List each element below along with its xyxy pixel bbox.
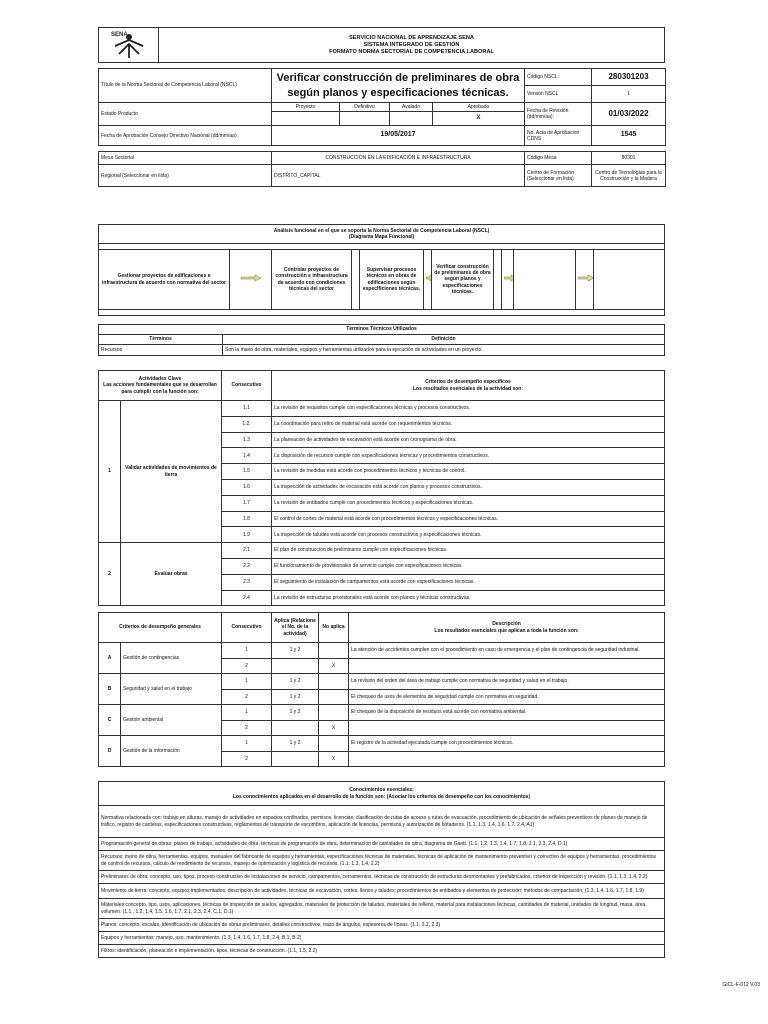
version-value: 1 <box>592 86 666 103</box>
estado-col-aprobado: Aprobado <box>433 103 525 112</box>
map-gap-2 <box>352 250 360 310</box>
knowledge-row <box>99 884 665 899</box>
activities-header <box>99 371 222 401</box>
activity-criterio: El funcionamiento de provisionales de servicio cumple con especificaciones técnicas. <box>272 558 665 574</box>
fecha-rev-value: 01/03/2022 <box>592 103 666 126</box>
activity-consecutivo: 1.1 <box>222 401 272 417</box>
fecha-apr-value: 19/05/2017 <box>272 126 525 146</box>
activity-criterio: La inspección de taludes está acorde con procesos constructivos y especificaciones técnicas. <box>272 527 665 543</box>
criteria-descripcion: El registro de la actividad ejecutada cumple con procedimientos técnicos. <box>349 736 665 752</box>
titulo-label: Título de la Norma Sectorial de Competencia Laboral (NSCL) <box>99 69 272 103</box>
criteria-consecutivo: 1 <box>222 736 272 752</box>
activity-criterio: La revisión de entibados cumple con procedimientos técnicos y especificaciones técnicas. <box>272 495 665 511</box>
sena-logo <box>99 28 159 63</box>
estado-avalado-cell <box>390 112 433 126</box>
criteria-letter: C <box>99 705 121 736</box>
activity-criterio: La disposición de recursos cumple con especificaciones técnicas y procedimientos constructivos. <box>272 448 665 464</box>
knowledge-item: Filtros: identificación, planeación e implementación, tipos, técnicas de construcción. (1.1, 1.5, 2.2) <box>99 945 665 958</box>
criteria-consecutivo: 1 <box>222 674 272 690</box>
activity-name: Evaluar obras <box>121 543 222 606</box>
sena-logo-icon <box>107 28 151 60</box>
criteria-descripcion: La atención de accidentes cumplen con el procedimiento en caso de emergencia y el plan de contingencia de seguridad industrial. <box>349 643 665 659</box>
estado-col-avalado: Avalado <box>390 103 433 112</box>
criteria-name: Gestión ambiental <box>121 705 222 736</box>
version-label: Versión NSCL <box>525 86 592 103</box>
header-titles <box>159 28 665 63</box>
knowledge-row <box>99 919 665 932</box>
criteria-descripcion: El chequeo de la disposición de residuos está acorde con normativa ambiental. <box>349 705 665 721</box>
svg-text:SENA: SENA <box>110 32 128 38</box>
terms-title: Términos Técnicos Utilizados <box>99 325 665 335</box>
estado-definitivo-cell <box>340 112 390 126</box>
map-arrow-1 <box>230 250 272 310</box>
fecha-rev-label: Fecha de Revisión (dd/mm/aa): <box>525 103 592 126</box>
regional-value: DISTRITO_CAPITAL <box>272 165 525 187</box>
centro-value: Centro de Tecnologías para la Construcción y la Madera <box>592 165 666 187</box>
activity-number: 1 <box>99 401 121 543</box>
activity-consecutivo: 1.5 <box>222 464 272 480</box>
activity-consecutivo: 1.2. <box>222 416 272 432</box>
term-recursos: Recursos <box>99 345 223 356</box>
codigo-value: 280301203 <box>592 69 666 86</box>
map-empty-box <box>514 250 576 310</box>
activity-consecutivo: 1.9 <box>222 527 272 543</box>
knowledge-row <box>99 871 665 884</box>
activity-consecutivo: 2.4 <box>222 590 272 606</box>
activity-consecutivo: 1.3 <box>222 432 272 448</box>
map-box-3: Supervisar procesos técnicos en obras de edificaciones según especificiones técnicas. <box>360 250 424 310</box>
cg-descripcion-title: Descripción <box>492 621 521 628</box>
activity-criterio: El seguimiento de instalación de campamentos está acorde con especificaciones técnicas. <box>272 574 665 590</box>
activities-header-title: Actividades Clave <box>138 376 182 383</box>
activity-row <box>99 401 665 417</box>
identification-table <box>98 68 666 187</box>
criteria-noaplica: X <box>319 658 349 674</box>
criteria-aplica <box>272 751 319 767</box>
criteria-descripcion <box>349 720 665 736</box>
criteria-consecutivo: 2 <box>222 689 272 705</box>
knowledge-subtitle: Los conocimientos aplicados en el desarrollo de la función son: (Asociar los criterios de desempeño con los conocimientos) <box>232 793 531 800</box>
functional-map-title <box>99 225 665 244</box>
acta-value: 1545 <box>592 126 666 146</box>
activity-criterio: El control de cortes de material está acorde con procedimientos técnicos y especificaciones técnicas. <box>272 511 665 527</box>
acta-label: No. Acta de Aprobacion CDNS <box>525 126 592 146</box>
criteria-noaplica <box>319 674 349 690</box>
criteria-letter: A <box>99 643 121 674</box>
general-criteria-row <box>99 674 665 690</box>
criteria-descripcion <box>349 658 665 674</box>
header-line1: SERVICIO NACIONAL DE APRENDIZAJE SENA <box>349 34 474 41</box>
header-line3: FORMATO NORMA SECTORIAL DE COMPETENCIA LABORAL <box>329 48 494 55</box>
terms-table <box>98 324 665 356</box>
criteria-name: Gestión de contingencias <box>121 643 222 674</box>
activity-consecutivo: 1.4 <box>222 448 272 464</box>
fecha-apr-label: Fecha de Aprobación Consejo Directivo Nacional (dd/mm/aa) <box>99 126 272 146</box>
activity-criterio: La coordinación para retiro de material está acorde con requerimientos técnicos. <box>272 416 665 432</box>
general-criteria-row <box>99 736 665 752</box>
activity-consecutivo: 1.6 <box>222 479 272 495</box>
map-gap-4 <box>494 250 502 310</box>
criteria-aplica: 1 y 2 <box>272 643 319 659</box>
codigo-label: Código NSCL: <box>525 69 592 86</box>
consecutivo-header: Consecutivo <box>222 371 272 401</box>
functional-map-subtitle: (Diagrama Mapa Funcional) <box>348 234 415 240</box>
map-box-2: Controlar proyectos de construcción e infraestructura de acuerdo con condiciones técnicas del sector <box>272 250 352 310</box>
criteria-noaplica <box>319 643 349 659</box>
criteria-aplica: 1 y 2 <box>272 689 319 705</box>
criteria-descripcion <box>349 751 665 767</box>
activity-number: 2 <box>99 543 121 606</box>
criteria-consecutivo: 1 <box>222 705 272 721</box>
activity-criterio: La revisión de medidas está acorde con procedimientos técnicos y técnicas de control. <box>272 464 665 480</box>
estado-col-proyecto: Proyecto <box>272 103 340 112</box>
knowledge-row <box>99 806 665 838</box>
knowledge-row <box>99 945 665 958</box>
criteria-descripcion: El chequeo de usos de elementos de seguridad cumple con normativa en seguridad. <box>349 689 665 705</box>
regional-label: Regional (Seleccionar en lista) <box>99 165 272 187</box>
criteria-aplica: 1 y 2 <box>272 674 319 690</box>
activity-consecutivo: 2.3 <box>222 574 272 590</box>
knowledge-item: Preliminares de obra: concepto, uso, tipos, proceso constructivo de instalaciones de servicio, campamentos, cerramientos, técnicas de construcción de estructuras desmontantes y prefabricados, criterios de inspección y revisión. (1.1, 1.3, 1.4, 2.2) <box>99 871 665 884</box>
criteria-letter: D <box>99 736 121 767</box>
activities-header-sub: Las acciones fundamentales que se desarrollan para cumplir con la función son: <box>103 382 217 395</box>
knowledge-item: Materiales:concepto, tipo, usos, aplicaciones, técnicas de inspección de suelos, agregados, materiales de protección de taludes, materiales de relleno, material para instalaciones técnicas, cantidades de material, unidades de longitud, masa, área, volumen. (1.1 , 1.2, 1.4, 1.5, 1.6, 1.7, 2.1, 2.3, 2.4, C.1, D.1) <box>99 899 665 919</box>
header-line2: SISTEMA INTEGRADO DE GESTIÓN <box>363 41 460 48</box>
criteria-consecutivo: 2 <box>222 751 272 767</box>
criteria-consecutivo: 2 <box>222 658 272 674</box>
criteria-aplica <box>272 720 319 736</box>
codmesa-label: Código Mesa <box>525 152 592 165</box>
criteria-descripcion: La revisión del orden del área de trabajo cumple con normativa de seguridad y salud en el trabajo. <box>349 674 665 690</box>
cg-noaplica-header: No aplica <box>319 613 349 643</box>
activity-criterio: La inspección de actividades de excavación está acorde con planos y procesos constructivos. <box>272 479 665 495</box>
arrow-right-icon <box>426 274 432 282</box>
knowledge-item: Normativa relacionada con: trabajo en alturas, manejo de actividades en espacios confinados, permisos, licencias, clasificación de rutas de acceso y rutas de evacuación, procedimiento de ubicación de señales preventivos de planes de manejo de tráfico, registro de canteras, especificaciones constructivas, reglamentos de transporte de escombros, aplicación de licencias, permisos y autorización de botaderos. (1.1, 1.3, 1.4, 1.6, 1.7, 2.4, A1) <box>99 806 665 838</box>
key-activities-table <box>98 370 665 606</box>
arrow-right-icon <box>504 274 514 282</box>
knowledge-item: Programación general de obras: planes de trabajo, actividades de obra, técnicas de programación de obra, determinación de cantidades de obra, diagrama de Gantt. (1.1, 1.2, 1.3, 1.4, 1.7, 1.8, 2.1, 2.3, 2.4, D.1) <box>99 838 665 851</box>
map-gap-bottom <box>99 310 665 316</box>
knowledge-table <box>98 781 665 958</box>
arrow-right-icon <box>578 274 594 282</box>
mesa-value: CONSTRUCCIÓN EN LA EDIFICACIÓN E INFRAESTRUCTURA <box>272 152 525 165</box>
activity-criterio: La revisión de estructuras provisionales está acorde con planos y técnicas constructivas. <box>272 590 665 606</box>
terms-col-definicion: Definición <box>223 335 665 345</box>
term-recursos-def: Son la mano de obra, materiales, equipos y herramientas utilizados para la ejecución de actividades en un proyecto. <box>223 345 665 356</box>
form-code: GICL-F-012 V.03 <box>722 982 760 988</box>
knowledge-header <box>99 782 665 806</box>
criteria-noaplica <box>319 705 349 721</box>
map-arrow-3 <box>424 250 432 310</box>
knowledge-item: Recursos: mano de obra, herramientas, equipos, manuales del fabricante de equipos y herramientas, especificaciones técnicas de materiales, técnicas de aplicación de mantenimiento preventivo y correctivo de equipos y herramientas, procedimientos de control de recursos, cálculo de rendimiento de recursos, manejo de optimización y logística de recursos. (1.1, 1.3, 1.4, 2.2) <box>99 851 665 871</box>
activity-name: Validar actividades de movimientos de tierra <box>121 401 222 543</box>
activity-criterio: La planeación de actividades de excavación está acorde con cronograma de obra. <box>272 432 665 448</box>
map-arrow-5 <box>576 250 594 310</box>
arrow-right-icon <box>240 274 262 282</box>
general-criteria-row <box>99 705 665 721</box>
knowledge-row <box>99 899 665 919</box>
activity-consecutivo: 1.7 <box>222 495 272 511</box>
criterios-especificos-header <box>272 371 665 401</box>
criteria-aplica <box>272 658 319 674</box>
estado-proyecto-cell <box>272 112 340 126</box>
criteria-noaplica: X <box>319 720 349 736</box>
estado-col-definitivo: Definitivo <box>340 103 390 112</box>
functional-map-table <box>98 224 665 316</box>
activity-consecutivo: 2.1 <box>222 543 272 559</box>
cg-descripcion-header <box>349 613 665 643</box>
criteria-noaplica <box>319 689 349 705</box>
criteria-aplica: 1 y 2 <box>272 736 319 752</box>
knowledge-item: Movimiento de tierra: concepto, equipos implementados, descripción de actividades, técnicas de excavación, cortes, llenos y taludes; procedimientos de entibados y elementos de protección; métodos de compactación. (1.3, 1.4, 1.6, 1.7, 1.8, 1.9) <box>99 884 665 899</box>
activity-criterio: La revisión de requisitos cumple con especificaciones técnicas y procesos constructivos. <box>272 401 665 417</box>
map-tail <box>594 250 665 310</box>
activity-criterio: El plan de construcción de preliminares cumple con especificaciones técnicas. <box>272 543 665 559</box>
cg-aplica-header: Aplica (Relacione el No. de la actividad) <box>272 613 319 643</box>
criterios-generales-header: Criterios de desempeño generales <box>99 613 222 643</box>
criteria-consecutivo: 1 <box>222 643 272 659</box>
mesa-label: Mesa Sectorial <box>99 152 272 165</box>
activity-row <box>99 543 665 559</box>
cg-descripcion-sub: Los resultados esenciales que aplican a toda la función son: <box>434 627 579 634</box>
knowledge-title: Conocimientos esenciales: <box>349 787 414 794</box>
criterios-especificos-title: Criterios de desempeño específicos <box>425 379 511 386</box>
map-box-1: Gestionar proyectos de edificaciones e infraestructura de acuerdo con normativa del sector <box>99 250 230 310</box>
general-criteria-row <box>99 643 665 659</box>
criteria-noaplica <box>319 736 349 752</box>
map-box-4: Verificar construcción de preliminares de obra según planos y especificaciones técnicas. <box>432 250 494 310</box>
criteria-consecutivo: 2 <box>222 720 272 736</box>
map-arrow-4 <box>502 250 514 310</box>
knowledge-item: Equipos y herramientas: manejo, uso, mantenimiento. (1.3, 1.4, 1.6, 1.7, 1.8, 2.4, B.1, B.2) <box>99 932 665 945</box>
criterios-especificos-sub: Los resultados esenciales de la actividad son: <box>412 385 524 392</box>
estado-aprobado-mark: X <box>433 112 525 126</box>
general-criteria-table <box>98 612 665 767</box>
activity-consecutivo: 2.2 <box>222 558 272 574</box>
knowledge-row <box>99 838 665 851</box>
criteria-letter: B <box>99 674 121 705</box>
knowledge-row <box>99 851 665 871</box>
activity-consecutivo: 1.8 <box>222 511 272 527</box>
titulo-value: Verificar construcción de preliminares de obra según planos y especificaciones técnicas. <box>272 69 525 103</box>
terms-col-terminos: Términos <box>99 335 223 345</box>
functional-map-title-text: Análisis funcional en el que se soporta la Norma Sectorial de Competencia Laboral (NSCL) <box>273 227 490 234</box>
criteria-name: Gestión de la información <box>121 736 222 767</box>
header-table <box>98 27 665 63</box>
cg-consecutivo-header: Consecutivo <box>222 613 272 643</box>
codmesa-value: 80301 <box>592 152 666 165</box>
knowledge-row <box>99 932 665 945</box>
centro-label: Centro de Formación (Seleccionar en lista) <box>525 165 592 187</box>
estado-label: Estado Producto <box>99 103 272 126</box>
knowledge-item: Planos: concepto, escalas, identificación de ubicación de obras preliminares, detalles constructivos, trazo de ángulos, espesores de líneas. (1.1, 2.2, 2.3) <box>99 919 665 932</box>
criteria-name: Seguridad y salud en el trabajo <box>121 674 222 705</box>
criteria-aplica: 1 y 2 <box>272 705 319 721</box>
criteria-noaplica: X <box>319 751 349 767</box>
